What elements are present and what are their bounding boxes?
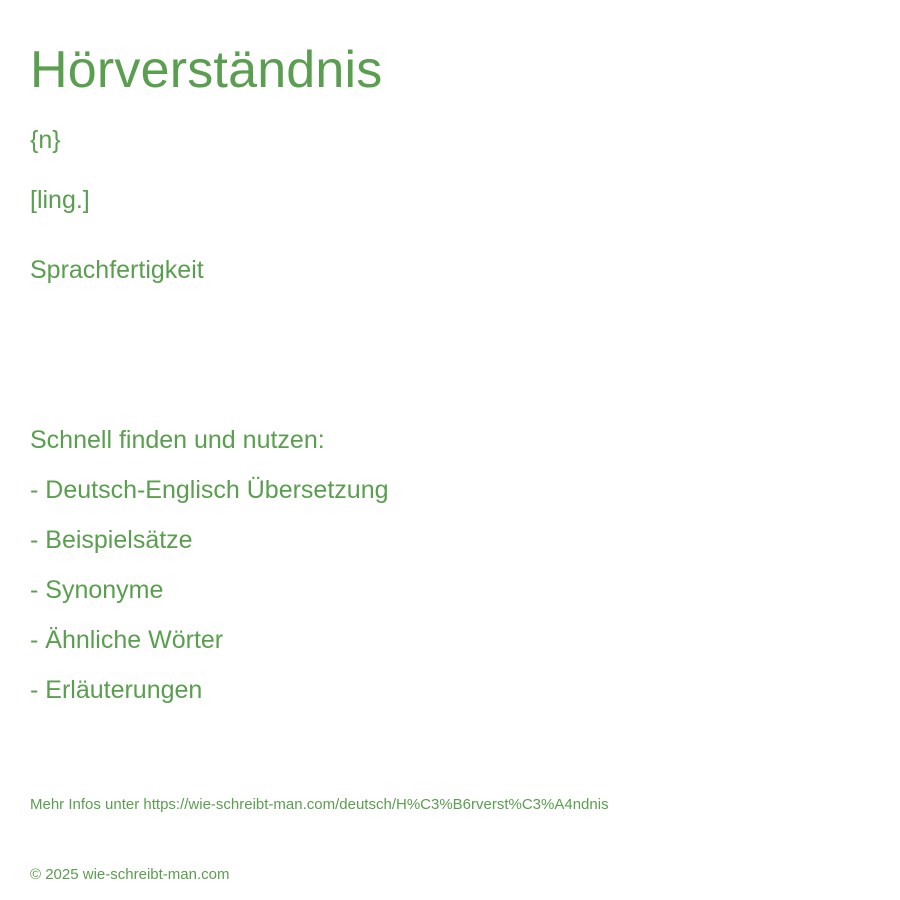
subject-domain: [ling.]	[30, 186, 90, 214]
copyright-notice: © 2025 wie-schreibt-man.com	[30, 866, 230, 883]
feature-item-similar-words: - Ähnliche Wörter	[30, 626, 224, 654]
feature-item-example-sentences: - Beispielsätze	[30, 526, 193, 554]
feature-item-synonyms: - Synonyme	[30, 576, 164, 604]
features-heading: Schnell finden und nutzen:	[30, 426, 325, 454]
grammatical-gender: {n}	[30, 126, 61, 154]
definition-text: Sprachfertigkeit	[30, 256, 204, 284]
feature-item-explanations: - Erläuterungen	[30, 676, 203, 704]
feature-item-translation: - Deutsch-Englisch Übersetzung	[30, 476, 389, 504]
more-info-link[interactable]: Mehr Infos unter https://wie-schreibt-man.com/deutsch/H%C3%B6rverst%C3%A4ndnis	[30, 796, 609, 813]
page-title: Hörverständnis	[30, 41, 383, 99]
